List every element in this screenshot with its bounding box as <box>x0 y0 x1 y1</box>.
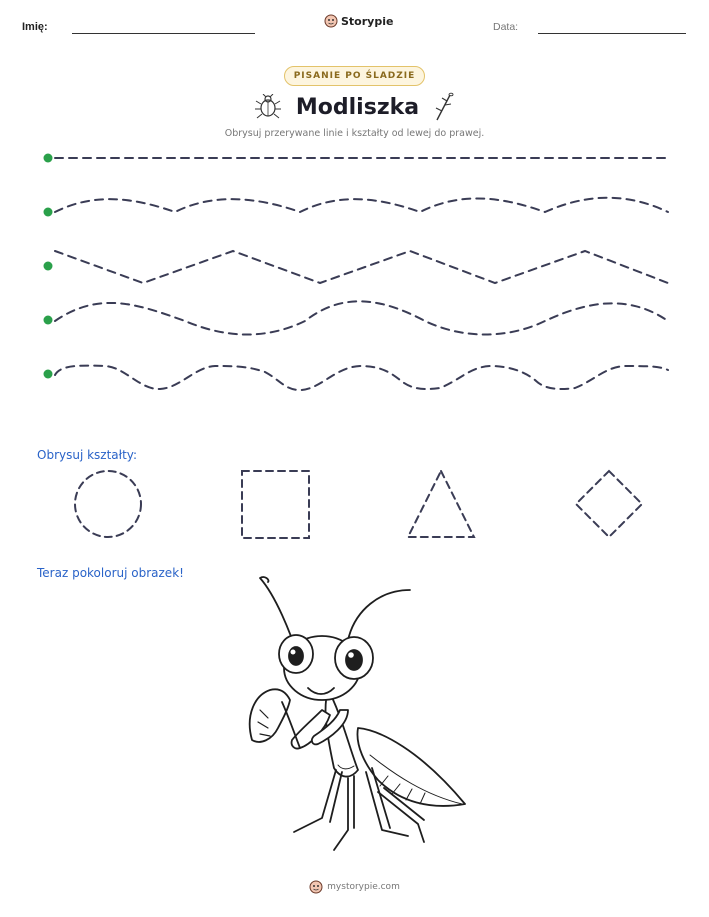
beetle-icon <box>254 94 282 120</box>
shapes-heading: Obrysuj kształty: <box>37 448 138 462</box>
date-label: Data: <box>493 21 519 33</box>
twig-icon <box>433 92 455 122</box>
shape-diamond <box>576 471 642 537</box>
tracing-line-wave-2 <box>55 301 668 334</box>
start-dot <box>44 154 53 163</box>
page-title: Modliszka <box>295 94 420 120</box>
tracing-line-loop <box>55 366 668 390</box>
instruction-text: Obrysuj przerywane linie i kształty od lewej do prawej. <box>224 128 485 139</box>
start-dot <box>44 208 53 217</box>
start-dot <box>44 370 53 379</box>
storypie-logo-icon <box>309 880 323 894</box>
start-dot <box>44 316 53 325</box>
shape-square <box>242 471 309 538</box>
name-label: Imię: <box>22 21 48 33</box>
mantis-coloring-picture[interactable] <box>230 570 480 860</box>
footer <box>0 880 709 894</box>
name-write-line[interactable] <box>72 33 255 34</box>
footer-website: mystorypie.com <box>327 882 400 892</box>
shape-circle <box>75 471 141 537</box>
start-dot <box>44 262 53 271</box>
tracing-shapes[interactable] <box>0 460 709 550</box>
tracing-lines[interactable] <box>0 140 709 410</box>
storypie-logo-icon <box>324 14 338 28</box>
tracing-line-zigzag <box>55 251 668 283</box>
date-write-line[interactable] <box>538 33 686 34</box>
activity-badge: PISANIE PO ŚLADZIE <box>284 66 426 86</box>
coloring-heading: Teraz pokoloruj obrazek! <box>37 566 184 580</box>
tracing-line-wave-1 <box>55 198 668 212</box>
brand-name: Storypie <box>341 14 394 28</box>
shape-triangle <box>408 471 474 537</box>
brand-header <box>324 14 393 28</box>
